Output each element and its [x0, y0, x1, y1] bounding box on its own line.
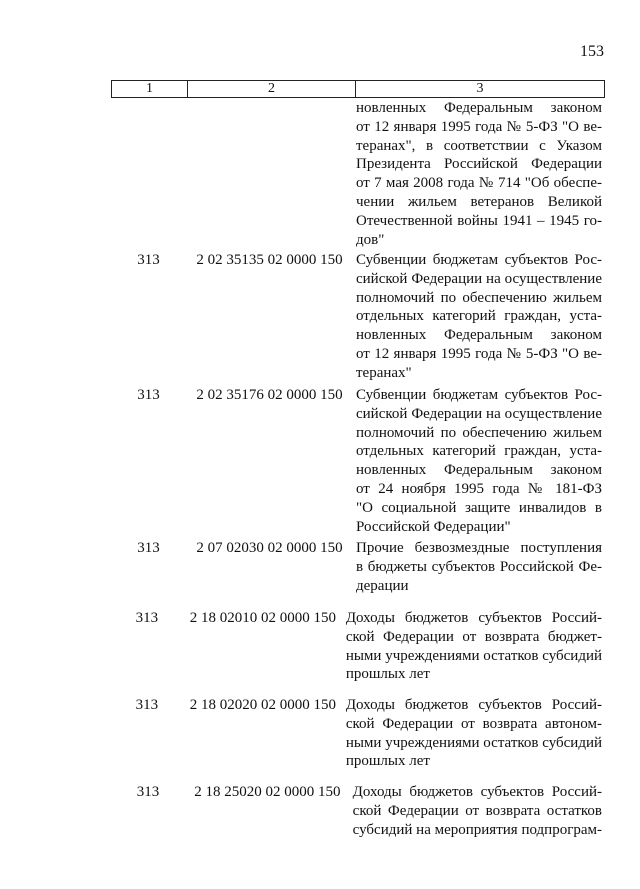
page-number: 153: [580, 43, 604, 60]
budget-code: 2 07 02030 02 0000 150: [196, 540, 343, 556]
description-line: Президента Российской Федерации: [356, 156, 602, 173]
row-description: [343, 609, 605, 684]
description-line: прошлых лет: [345, 753, 430, 770]
description-line: Прочие безвозмездные поступления: [356, 540, 602, 556]
description-line: ными учреждениями остатков субсидий: [345, 734, 602, 751]
description-line: дов": [356, 231, 385, 248]
admin-code: [111, 99, 186, 249]
table-row: [111, 696, 605, 771]
header-col-3: 3: [476, 81, 484, 96]
row-description: [353, 99, 605, 249]
admin-code: 313: [137, 387, 160, 403]
description-line: чении жильем ветеранов Великой: [356, 193, 602, 210]
description-line: Доходы бюджетов субъектов Россий-: [345, 697, 602, 713]
description-line: сийской Федерации на осуществление: [356, 405, 602, 422]
description-line: отдельных категорий граждан, уста-: [356, 308, 602, 325]
row-description: [343, 696, 605, 771]
description-line: Отечественной войны 1941 – 1945 го-: [356, 212, 602, 229]
description-line: "О социальной защите инвалидов в: [356, 499, 602, 516]
description-line: в бюджеты субъектов Российской Фе-: [356, 558, 602, 575]
description-line: от 7 мая 2008 года № 714 "Об обеспе-: [356, 175, 602, 192]
budget-code: 2 18 02010 02 0000 150: [189, 610, 336, 626]
header-col-2: 2: [188, 81, 356, 97]
admin-code: 313: [136, 784, 160, 800]
admin-code: 313: [137, 540, 160, 556]
description-line: полномочий по обеспечению жильем: [356, 289, 602, 306]
description-line: от 12 января 1995 года № 5-ФЗ "О ве-: [356, 118, 602, 135]
budget-code: 2 02 35176 02 0000 150: [196, 387, 343, 403]
description-line: ской Федерации от возврата автоном-: [345, 715, 602, 732]
description-line: дерации: [356, 577, 409, 594]
table-row: [111, 99, 605, 249]
row-description: [353, 539, 605, 595]
description-line: Доходы бюджетов субъектов Россий-: [352, 784, 602, 800]
row-description: [350, 783, 605, 839]
description-line: теранах", в соответствии с Указом: [356, 137, 602, 154]
header-col-1: 1: [112, 81, 188, 97]
admin-code: 313: [137, 252, 160, 268]
description-line: прошлых лет: [345, 666, 430, 683]
table-row: [111, 609, 605, 684]
description-line: Доходы бюджетов субъектов Россий-: [345, 610, 602, 626]
row-description: [353, 386, 605, 536]
table-row: [111, 539, 605, 595]
description-line: новленных Федеральным законом: [356, 100, 602, 116]
table-row: [111, 251, 605, 383]
description-line: отдельных категорий граждан, уста-: [356, 443, 602, 460]
row-description: [353, 251, 605, 383]
description-line: Российской Федерации": [356, 518, 511, 535]
description-line: от 24 ноября 1995 года № 181-ФЗ: [356, 480, 602, 497]
admin-code: 313: [135, 610, 159, 626]
table-row: [111, 783, 605, 839]
description-line: Субвенции бюджетам субъектов Рос-: [356, 252, 602, 268]
table-header: [111, 80, 605, 98]
description-line: новленных Федеральным законом: [356, 327, 602, 344]
budget-code: 2 18 25020 02 0000 150: [194, 784, 341, 800]
description-line: субсидий на мероприятия подпрограм-: [352, 821, 602, 838]
description-line: теранах": [356, 364, 412, 381]
description-line: ской Федерации от возврата остатков: [352, 802, 602, 819]
budget-code: [186, 99, 353, 249]
admin-code: 313: [135, 697, 159, 713]
description-line: ской Федерации от возврата бюджет-: [345, 628, 602, 645]
description-line: новленных Федеральным законом: [356, 462, 602, 479]
description-line: ными учреждениями остатков субсидий: [345, 647, 602, 664]
description-line: полномочий по обеспечению жильем: [356, 424, 602, 441]
description-line: от 12 января 1995 года № 5-ФЗ "О ве-: [356, 345, 602, 362]
description-line: сийской Федерации на осуществление: [356, 270, 602, 287]
description-line: Субвенции бюджетам субъектов Рос-: [356, 387, 602, 403]
budget-code: 2 02 35135 02 0000 150: [196, 252, 343, 268]
table-row: [111, 386, 605, 536]
budget-code: 2 18 02020 02 0000 150: [189, 697, 336, 713]
